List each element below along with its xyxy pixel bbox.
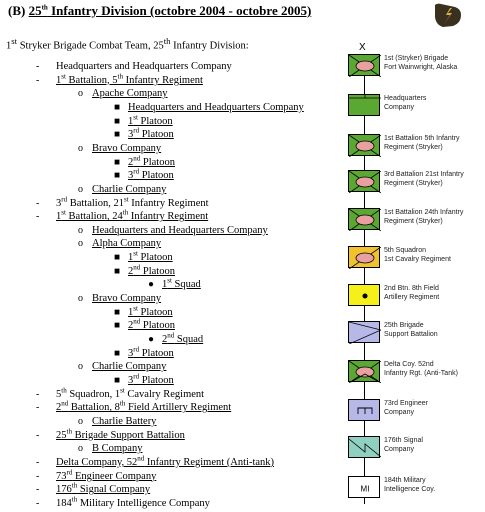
outline-item: [78, 237, 162, 250]
outline-item-text: Charlie Battery: [92, 415, 157, 427]
outline-item-text: 25th Brigade Support Battalion: [56, 427, 185, 441]
outline-bullet: o: [78, 183, 83, 195]
outline-bullet: o: [78, 238, 83, 250]
outline-item-text: 5th Squadron, 1st Cavalry Regiment: [56, 386, 205, 400]
outline-bullet: -: [36, 61, 40, 72]
outline-item: [36, 72, 203, 87]
outline-item-text: 1st Platoon: [128, 304, 173, 318]
outline-bullet: ■: [114, 115, 121, 127]
outline-item-text: 1st Platoon: [128, 113, 173, 127]
outline-item-text: 1st Battalion, 5th Infantry Regiment: [56, 72, 203, 86]
outline-bullet: ■: [114, 320, 121, 332]
org-unit-label: 3rd Battalion 21st Infantry Regiment (Stryker): [384, 171, 464, 187]
section-prefix: (B): [8, 3, 26, 18]
org-unit-label: 25th Brigade Support Battalion: [384, 322, 438, 338]
intro-line: 1st Stryker Brigade Combat Team, 25th Infantry Division:: [6, 36, 249, 52]
unit-symbol-icon: [348, 208, 380, 230]
outline-item: [114, 372, 174, 387]
outline-item-text: Charlie Company: [92, 183, 167, 195]
outline-bullet: -: [36, 197, 40, 209]
outline-bullet: o: [78, 142, 83, 154]
outline-item: [114, 154, 175, 169]
outline-item: [36, 454, 275, 469]
outline-item: [114, 113, 173, 128]
outline-bullet: ■: [114, 306, 121, 318]
outline-item: [148, 331, 204, 346]
division-patch-icon: [431, 1, 465, 29]
outline-item-text: 1st Battalion, 24th Infantry Regiment: [56, 208, 209, 223]
outline-item: [36, 468, 157, 483]
outline-bullet: -: [36, 429, 40, 441]
outline-bullet: ■: [114, 170, 121, 182]
outline-bullet: o: [78, 88, 83, 100]
outline-item-text: 3rd Platoon: [128, 167, 174, 182]
section-heading: [8, 3, 311, 19]
unit-symbol-icon: [348, 170, 380, 192]
outline-item: [78, 224, 268, 237]
outline-item-text: 2nd Platoon: [128, 154, 175, 168]
org-unit-label: 176th Signal Company: [384, 437, 423, 453]
outline-item: [114, 263, 175, 278]
outline-item-text: 1st Platoon: [128, 249, 173, 264]
outline-item: [36, 399, 232, 414]
outline-bullet: -: [36, 388, 40, 400]
org-unit-label: 2nd Btn. 8th Field Artillery Regiment: [384, 285, 440, 301]
outline-item-text: 3rd Battalion, 21st Infantry Regiment: [56, 195, 209, 209]
outline-bullet: -: [36, 402, 40, 414]
outline-item: [114, 345, 174, 360]
outline-bullet: ■: [114, 101, 121, 113]
outline-item-text: 3rd Platoon: [128, 126, 174, 141]
outline-item: [78, 360, 167, 373]
outline-item: [114, 126, 174, 141]
outline-item-text: Apache Company: [92, 88, 168, 100]
outline-item: [114, 167, 174, 182]
org-unit-label: Headquarters Company: [384, 95, 427, 111]
outline-item: [114, 249, 173, 264]
section-title: 25th Infantry Division (octobre 2004 - octobre 2005): [28, 3, 312, 18]
outline-bullet: o: [78, 415, 83, 427]
outline-bullet: o: [78, 224, 83, 236]
org-unit-label: 5th Squadron 1st Cavalry Regiment: [384, 247, 451, 263]
outline-item-text: 73rd Engineer Company: [56, 468, 157, 482]
unit-symbol-icon: [348, 399, 380, 421]
unit-symbol-icon: [348, 94, 380, 116]
outline-bullet: -: [36, 497, 40, 509]
outline-item-text: 3rd Platoon: [128, 345, 174, 359]
outline-item-text: 184th Military Intelligence Company: [56, 495, 210, 509]
org-unit-label: 1st Battalion 24th Infantry Regiment (Stryker): [384, 209, 464, 225]
outline-bullet: -: [36, 74, 40, 86]
outline-item: [78, 415, 157, 428]
outline-item: [36, 60, 232, 73]
outline-item-text: 2nd Platoon: [128, 317, 175, 332]
outline-bullet: ■: [114, 347, 121, 359]
mi-symbol-text: MI: [360, 484, 370, 494]
outline-item: [78, 442, 143, 455]
outline-item-text: 2nd Platoon: [128, 263, 175, 277]
unit-symbol-icon: [348, 54, 380, 76]
outline-item-text: Headquarters and Headquarters Company: [128, 101, 304, 113]
outline-item: [78, 183, 167, 196]
outline-bullet: ●: [148, 279, 155, 291]
outline-item-text: 2nd Squad: [162, 331, 204, 345]
outline-bullet: -: [36, 211, 40, 223]
outline-item: [36, 427, 185, 442]
outline-item-text: Bravo Company: [92, 142, 162, 154]
outline-item: [36, 386, 205, 401]
org-unit-label: 1st Battalion 5th Infantry Regiment (Stryker): [384, 135, 460, 151]
outline-item: [36, 195, 209, 210]
outline-bullet: o: [78, 293, 83, 305]
outline-item: [114, 101, 304, 114]
outline-bullet: ●: [148, 334, 155, 345]
outline-item-text: 2nd Battalion, 8th Field Artillery Regiment: [56, 399, 232, 414]
unit-symbol-icon: [348, 246, 380, 268]
unit-symbol-icon: [348, 476, 380, 498]
unit-symbol-icon: [348, 360, 380, 382]
outline-bullet: ■: [114, 252, 121, 264]
unit-symbol-icon: [348, 134, 380, 156]
outline-item: [114, 304, 173, 319]
outline-bullet: ■: [114, 156, 121, 168]
outline-item: [78, 142, 162, 155]
org-unit-label: 1st (Stryker) Brigade Fort Wainwright, Alaska: [384, 55, 458, 71]
outline-item-text: 1st Squad: [162, 276, 201, 291]
unit-symbol-icon: [348, 284, 380, 306]
outline-item: [36, 481, 151, 496]
org-unit-label: 73rd Engineer Company: [384, 400, 428, 416]
outline-bullet: -: [36, 484, 40, 496]
outline-item: [78, 87, 168, 100]
brigade-size-mark: X: [359, 42, 366, 53]
outline-item-text: 3rd Platoon: [128, 372, 174, 386]
org-unit-label: 184th Military Intelligence Coy.: [384, 477, 436, 493]
outline-item-text: B Company: [92, 443, 143, 455]
outline-bullet: o: [78, 443, 83, 455]
outline-item: [36, 208, 209, 223]
org-unit-label: Delta Coy. 52nd Infantry Rgt. (Anti-Tank): [384, 361, 458, 377]
outline-item-text: Delta Company, 52nd Infantry Regiment (Anti-tank): [56, 454, 275, 468]
outline-bullet: o: [78, 361, 83, 373]
outline-item: [114, 317, 175, 332]
org-chart: [345, 42, 485, 512]
outline-item-text: Alpha Company: [92, 238, 162, 250]
outline-item-text: 176th Signal Company: [56, 481, 151, 496]
outline-item-text: Bravo Company: [92, 293, 162, 305]
outline-bullet: ■: [114, 374, 121, 386]
outline-bullet: -: [36, 456, 40, 468]
outline-bullet: ■: [114, 129, 121, 141]
unit-symbol-icon: [348, 436, 380, 458]
outline-item: [148, 276, 201, 291]
outline-item-text: Headquarters and Headquarters Company: [56, 61, 232, 72]
outline-item: [36, 495, 210, 510]
outline-bullet: ■: [114, 265, 121, 277]
outline-item-text: Charlie Company: [92, 361, 167, 373]
unit-symbol-icon: [348, 321, 380, 343]
outline-bullet: -: [36, 470, 40, 482]
outline-item: [78, 292, 162, 305]
outline-item-text: Headquarters and Headquarters Company: [92, 224, 268, 236]
